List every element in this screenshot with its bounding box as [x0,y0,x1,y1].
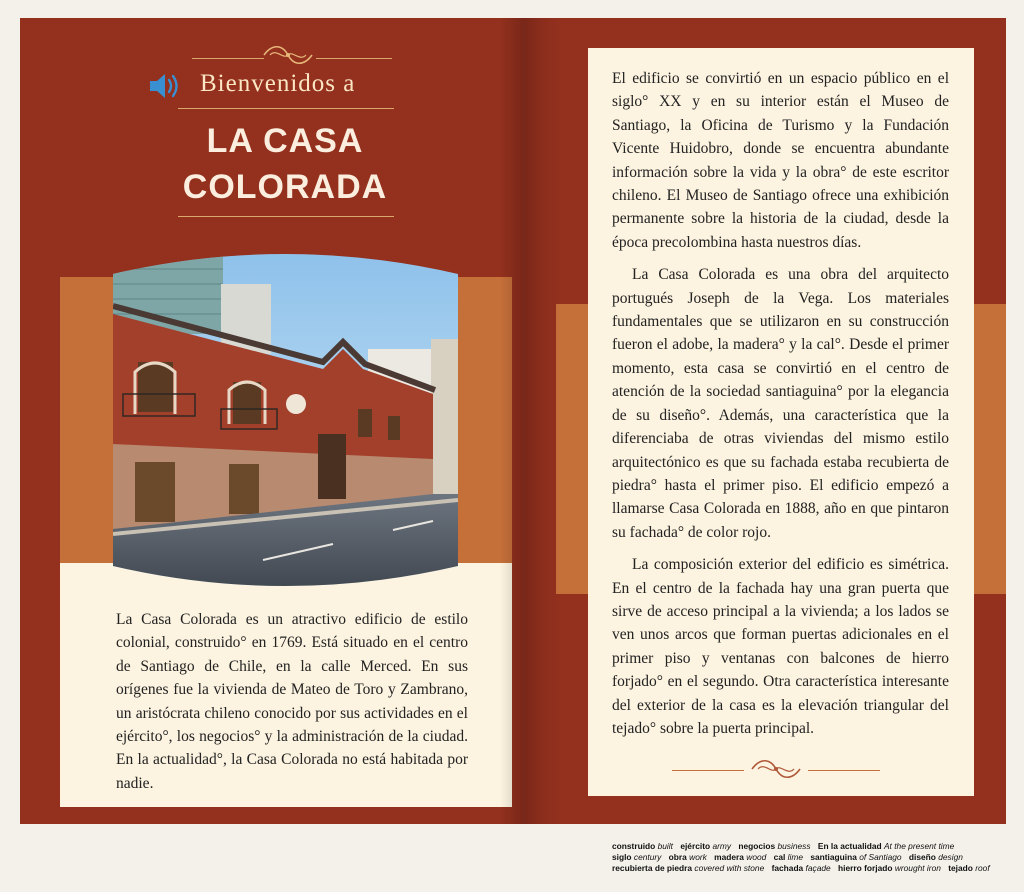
glossary-term: obra [668,852,687,862]
glossary-meaning: army [712,841,732,851]
speaker-icon[interactable] [148,70,184,102]
glossary-term: cal [773,852,786,862]
title-rule-top [178,108,394,109]
bottom-flourish-ornament-icon [748,756,804,788]
glossary-meaning: of Santiago [859,852,902,862]
glossary-term: santiaguina [810,852,857,862]
glossary-line-3 [612,863,1012,874]
glossary-meaning: lime [787,852,803,862]
glossary [612,841,1012,874]
page-title [150,118,420,210]
glossary-term: diseño [908,852,936,862]
book-fold-shadow [500,18,560,824]
casa-colorada-photo [113,244,458,596]
glossary-meaning: wrought iron [894,863,941,873]
glossary-term: construido [612,841,656,851]
glossary-meaning: At the present time [883,841,955,851]
glossary-term: siglo [612,852,632,862]
glossary-meaning: work [689,852,707,862]
ornament-line-right [316,58,392,59]
glossary-meaning: façade [805,863,831,873]
glossary-term: fachada [771,863,804,873]
glossary-meaning: covered with stone [694,863,765,873]
intro-paragraph: La Casa Colorada es un atractivo edificio de estilo colonial, construido° en 1769. Está situado en el centro de Santiago de Chile, en la calle Merced. En sus orígenes fue la vivienda de Mateo de Toro y Zambrano, un aristócrata chileno conocido por sus actividades en el ejército°, los negocios° y la administración de la ciudad. En la actualidad°, la Casa Colorada no está habitada por nadie. [116,611,468,792]
article-body [612,67,949,749]
paragraph-1: El edificio se convirtió en un espacio público en el siglo° XX y en su interior están el Museo de Santiago, la Oficina de Turismo y la Fundación Vicente Huidobro, donde se encuentra abundante información sobre la vida y la obra° de este escritor chileno. El Museo de Santiago ofrece una exhibición permanente sobre la historia de la ciudad, desde la época precolombina hasta nuestros días. [612,70,949,251]
bottom-ornament-line-right [808,770,880,771]
glossary-term: En la actualidad [817,841,882,851]
glossary-meaning: roof [975,863,990,873]
glossary-meaning: wood [746,852,767,862]
glossary-term: ejército [680,841,711,851]
glossary-term: negocios [738,841,776,851]
welcome-text: Bienvenidos a [200,70,356,97]
glossary-term: tejado [948,863,973,873]
bottom-ornament-line-left [672,770,744,771]
title-line-1: LA CASA [206,122,364,160]
glossary-term: hierro forjado [838,863,893,873]
glossary-meaning: built [657,841,673,851]
title-line-2: COLORADA [182,168,388,206]
glossary-meaning: century [633,852,662,862]
paragraph-2: La Casa Colorada es una obra del arquitecto portugués Joseph de la Vega. Los materiales fundamentales que se utilizaron en su construcción fueron el adobe, la madera° y la cal°. Desde el primer momento, esta casa se convirtió en el centro de atención de la sociedad santiaguina° por la elegancia de su diseño°. Además, una característica que la diferenciaba de otras viviendas del mismo estilo arquitectónico es que su fachada estaba recubierta de piedra° hasta el primer piso. El edificio empezó a llamarse Casa Colorada en 1888, año en que pintaron su fachada° de color rojo. [612,266,949,541]
glossary-term: recubierta de piedra [612,863,693,873]
glossary-line-1 [612,841,1012,852]
paragraph-3: La composición exterior del edificio es simétrica. En el centro de la fachada hay una gran puerta que sirve de acceso principal a la vivienda; a los lados se ven unos arcos que forman puertas adicionales en el primer piso y ventanas con balcones de hierro forjado° en el segundo. Otra característica interesante del exterior de la casa es la elevación triangular del tejado° sobre la puerta principal. [612,556,949,737]
title-rule-bottom [178,216,394,217]
ornament-line-left [192,58,264,59]
glossary-meaning: design [938,852,963,862]
glossary-meaning: business [777,841,811,851]
glossary-line-2 [612,852,1012,863]
glossary-term: madera [714,852,744,862]
